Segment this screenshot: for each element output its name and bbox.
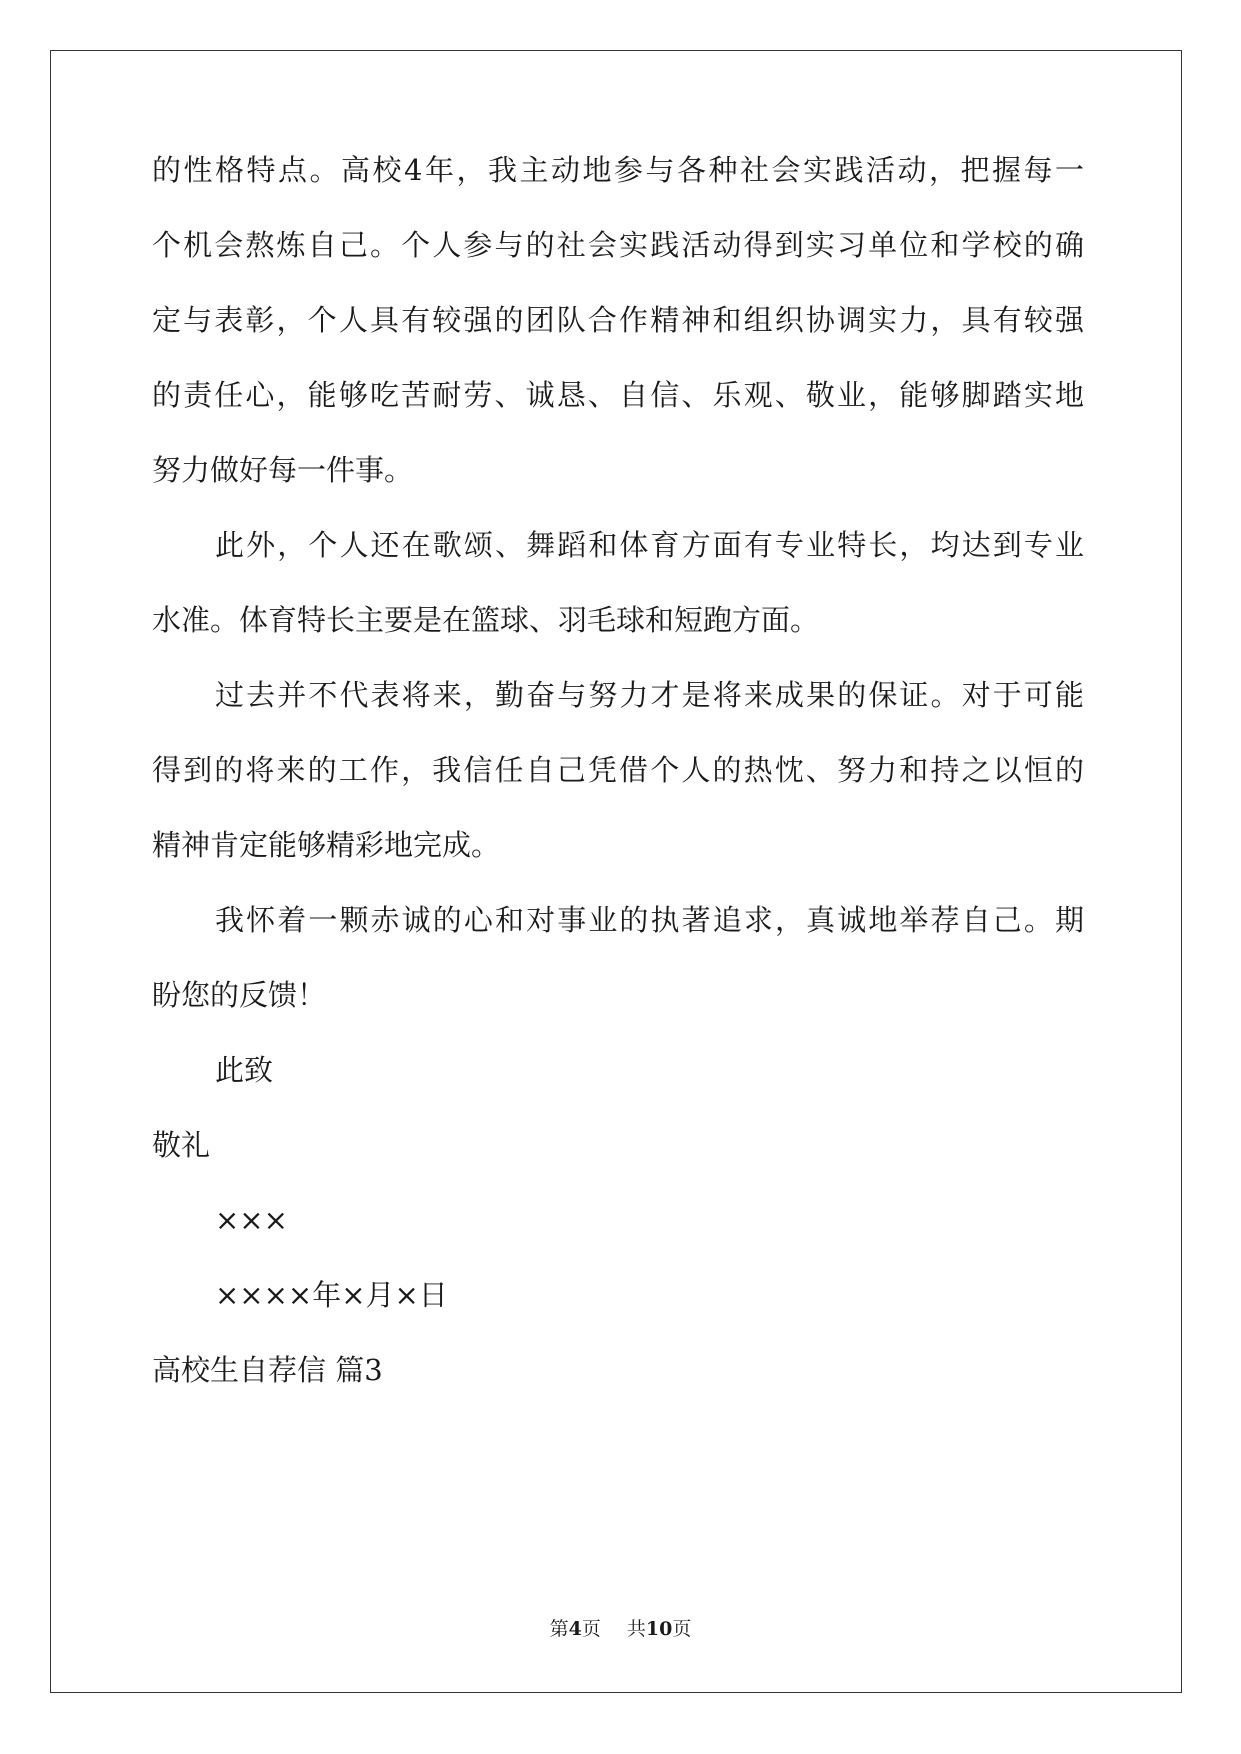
body-line: 水准。体育特长主要是在篮球、羽毛球和短跑方面。	[152, 603, 820, 637]
footer-page-prefix: 第	[549, 1618, 569, 1640]
footer-page-suffix: 页	[581, 1618, 601, 1640]
closing-salutation: 此致	[215, 1053, 274, 1087]
body-line: 精神肯定能够精彩地完成。	[152, 828, 501, 862]
page-footer	[0, 1617, 1241, 1641]
body-line: 的责任心，能够吃苦耐劳、诚恳、自信、乐观、敬业，能够脚踏实地	[152, 378, 1084, 412]
body-line: 盼您的反馈！	[152, 978, 327, 1012]
body-line: 定与表彰，个人具有较强的团队合作精神和组织协调实力，具有较强	[152, 303, 1084, 337]
signature-name: ×××	[215, 1203, 288, 1237]
footer-total-number: 10	[645, 1618, 673, 1640]
footer-total-prefix: 共	[626, 1618, 646, 1640]
page-border	[50, 50, 1182, 1693]
body-line: 得到的将来的工作，我信任自己凭借个人的热忱、努力和持之以恒的	[152, 753, 1084, 787]
body-line: 努力做好每一件事。	[152, 453, 414, 487]
body-line: 过去并不代表将来，勤奋与努力才是将来成果的保证。对于可能	[215, 678, 1084, 712]
body-line: 的性格特点。高校4年，我主动地参与各种社会实践活动，把握每一	[152, 153, 1084, 187]
body-line: 我怀着一颗赤诚的心和对事业的执著追求，真诚地举荐自己。期	[215, 903, 1084, 937]
footer-total-suffix: 页	[672, 1618, 692, 1640]
closing-respect: 敬礼	[152, 1128, 211, 1162]
footer-page-number: 4	[568, 1618, 582, 1640]
section-heading: 高校生自荐信 篇3	[152, 1353, 383, 1387]
body-line: 此外，个人还在歌颂、舞蹈和体育方面有专业特长，均达到专业	[215, 528, 1084, 562]
body-line: 个机会熬炼自己。个人参与的社会实践活动得到实习单位和学校的确	[152, 228, 1084, 262]
signature-date: ××××年×月×日	[215, 1278, 448, 1312]
